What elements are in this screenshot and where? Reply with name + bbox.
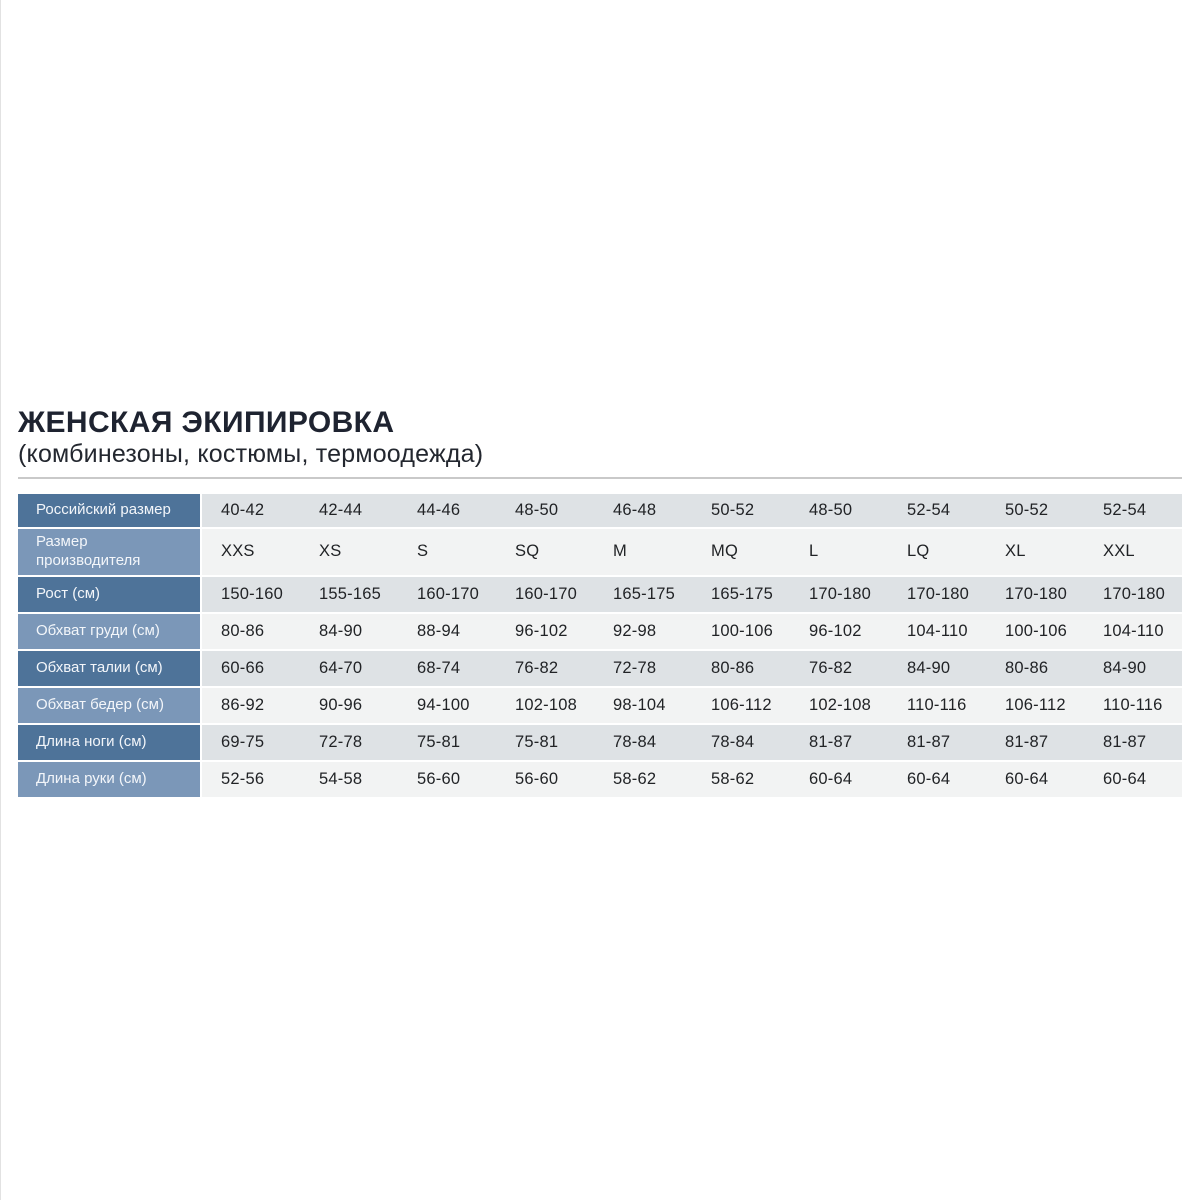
size-value-cell: 86-92 <box>202 688 300 723</box>
size-value-cell: 78-84 <box>692 725 790 760</box>
table-row <box>18 529 1182 575</box>
size-value-cell: 102-108 <box>790 688 888 723</box>
size-value-cell: 72-78 <box>300 725 398 760</box>
size-value-cell: 110-116 <box>888 688 986 723</box>
size-value-cell: 81-87 <box>1084 725 1182 760</box>
size-value-cell: 76-82 <box>790 651 888 686</box>
size-value-cell: 150-160 <box>202 577 300 612</box>
size-value-cell: 104-110 <box>1084 614 1182 649</box>
title-divider <box>18 477 1182 479</box>
page-title: ЖЕНСКАЯ ЭКИПИРОВКА <box>18 406 395 439</box>
size-value-cell: 81-87 <box>986 725 1084 760</box>
size-value-cell: 110-116 <box>1084 688 1182 723</box>
size-value-cell: MQ <box>692 529 790 575</box>
size-value-cell: 81-87 <box>790 725 888 760</box>
size-value-cell: 60-66 <box>202 651 300 686</box>
size-value-cell: 170-180 <box>986 577 1084 612</box>
size-value-cell: 50-52 <box>986 494 1084 527</box>
size-value-cell: 44-46 <box>398 494 496 527</box>
table-row <box>18 614 1182 649</box>
size-value-cell: 76-82 <box>496 651 594 686</box>
size-value-cell: 54-58 <box>300 762 398 797</box>
size-value-cell: 155-165 <box>300 577 398 612</box>
size-value-cell: 84-90 <box>300 614 398 649</box>
page-edge-line <box>0 0 1 1200</box>
size-value-cell: 100-106 <box>692 614 790 649</box>
size-value-cell: 56-60 <box>398 762 496 797</box>
size-value-cell: 52-54 <box>1084 494 1182 527</box>
size-value-cell: 69-75 <box>202 725 300 760</box>
size-value-cell: 96-102 <box>790 614 888 649</box>
row-label: Обхват бедер (см) <box>18 688 202 723</box>
size-value-cell: 88-94 <box>398 614 496 649</box>
size-value-cell: 52-56 <box>202 762 300 797</box>
size-value-cell: XXS <box>202 529 300 575</box>
size-table <box>18 494 1182 799</box>
table-row <box>18 725 1182 760</box>
size-value-cell: 170-180 <box>790 577 888 612</box>
size-value-cell: LQ <box>888 529 986 575</box>
size-value-cell: 170-180 <box>888 577 986 612</box>
row-label: Длина ноги (см) <box>18 725 202 760</box>
size-value-cell: 56-60 <box>496 762 594 797</box>
size-value-cell: 90-96 <box>300 688 398 723</box>
size-value-cell: 75-81 <box>398 725 496 760</box>
size-value-cell: 78-84 <box>594 725 692 760</box>
size-value-cell: 80-86 <box>692 651 790 686</box>
size-value-cell: XXL <box>1084 529 1182 575</box>
row-label: Длина руки (см) <box>18 762 202 797</box>
size-value-cell: 96-102 <box>496 614 594 649</box>
row-label: Российский размер <box>18 494 202 527</box>
row-label: Рост (см) <box>18 577 202 612</box>
table-row <box>18 762 1182 797</box>
size-value-cell: 106-112 <box>692 688 790 723</box>
size-value-cell: 170-180 <box>1084 577 1182 612</box>
row-label: Обхват груди (см) <box>18 614 202 649</box>
size-value-cell: 48-50 <box>790 494 888 527</box>
size-value-cell: 98-104 <box>594 688 692 723</box>
size-value-cell: 50-52 <box>692 494 790 527</box>
size-value-cell: 165-175 <box>594 577 692 612</box>
size-value-cell: 72-78 <box>594 651 692 686</box>
size-value-cell: 64-70 <box>300 651 398 686</box>
table-row <box>18 688 1182 723</box>
size-value-cell: 42-44 <box>300 494 398 527</box>
size-value-cell: 81-87 <box>888 725 986 760</box>
size-value-cell: 48-50 <box>496 494 594 527</box>
size-value-cell: 40-42 <box>202 494 300 527</box>
size-value-cell: 60-64 <box>986 762 1084 797</box>
page-subtitle: (комбинезоны, костюмы, термоодежда) <box>18 440 484 468</box>
size-value-cell: 165-175 <box>692 577 790 612</box>
size-value-cell: 84-90 <box>1084 651 1182 686</box>
table-row <box>18 651 1182 686</box>
size-value-cell: 60-64 <box>888 762 986 797</box>
size-value-cell: 104-110 <box>888 614 986 649</box>
table-row <box>18 577 1182 612</box>
size-value-cell: 80-86 <box>202 614 300 649</box>
size-value-cell: SQ <box>496 529 594 575</box>
size-value-cell: 46-48 <box>594 494 692 527</box>
size-value-cell: 84-90 <box>888 651 986 686</box>
size-value-cell: S <box>398 529 496 575</box>
size-value-cell: 75-81 <box>496 725 594 760</box>
size-value-cell: XL <box>986 529 1084 575</box>
size-value-cell: 102-108 <box>496 688 594 723</box>
size-value-cell: L <box>790 529 888 575</box>
size-value-cell: M <box>594 529 692 575</box>
size-value-cell: 68-74 <box>398 651 496 686</box>
table-row <box>18 494 1182 527</box>
size-value-cell: 160-170 <box>398 577 496 612</box>
size-value-cell: 60-64 <box>1084 762 1182 797</box>
size-value-cell: 92-98 <box>594 614 692 649</box>
size-value-cell: 58-62 <box>594 762 692 797</box>
size-value-cell: 106-112 <box>986 688 1084 723</box>
row-label: Размер производителя <box>18 529 202 575</box>
size-value-cell: 160-170 <box>496 577 594 612</box>
row-label: Обхват талии (см) <box>18 651 202 686</box>
size-value-cell: 80-86 <box>986 651 1084 686</box>
size-value-cell: 100-106 <box>986 614 1084 649</box>
size-value-cell: 58-62 <box>692 762 790 797</box>
size-value-cell: 60-64 <box>790 762 888 797</box>
size-value-cell: 52-54 <box>888 494 986 527</box>
size-value-cell: XS <box>300 529 398 575</box>
size-value-cell: 94-100 <box>398 688 496 723</box>
